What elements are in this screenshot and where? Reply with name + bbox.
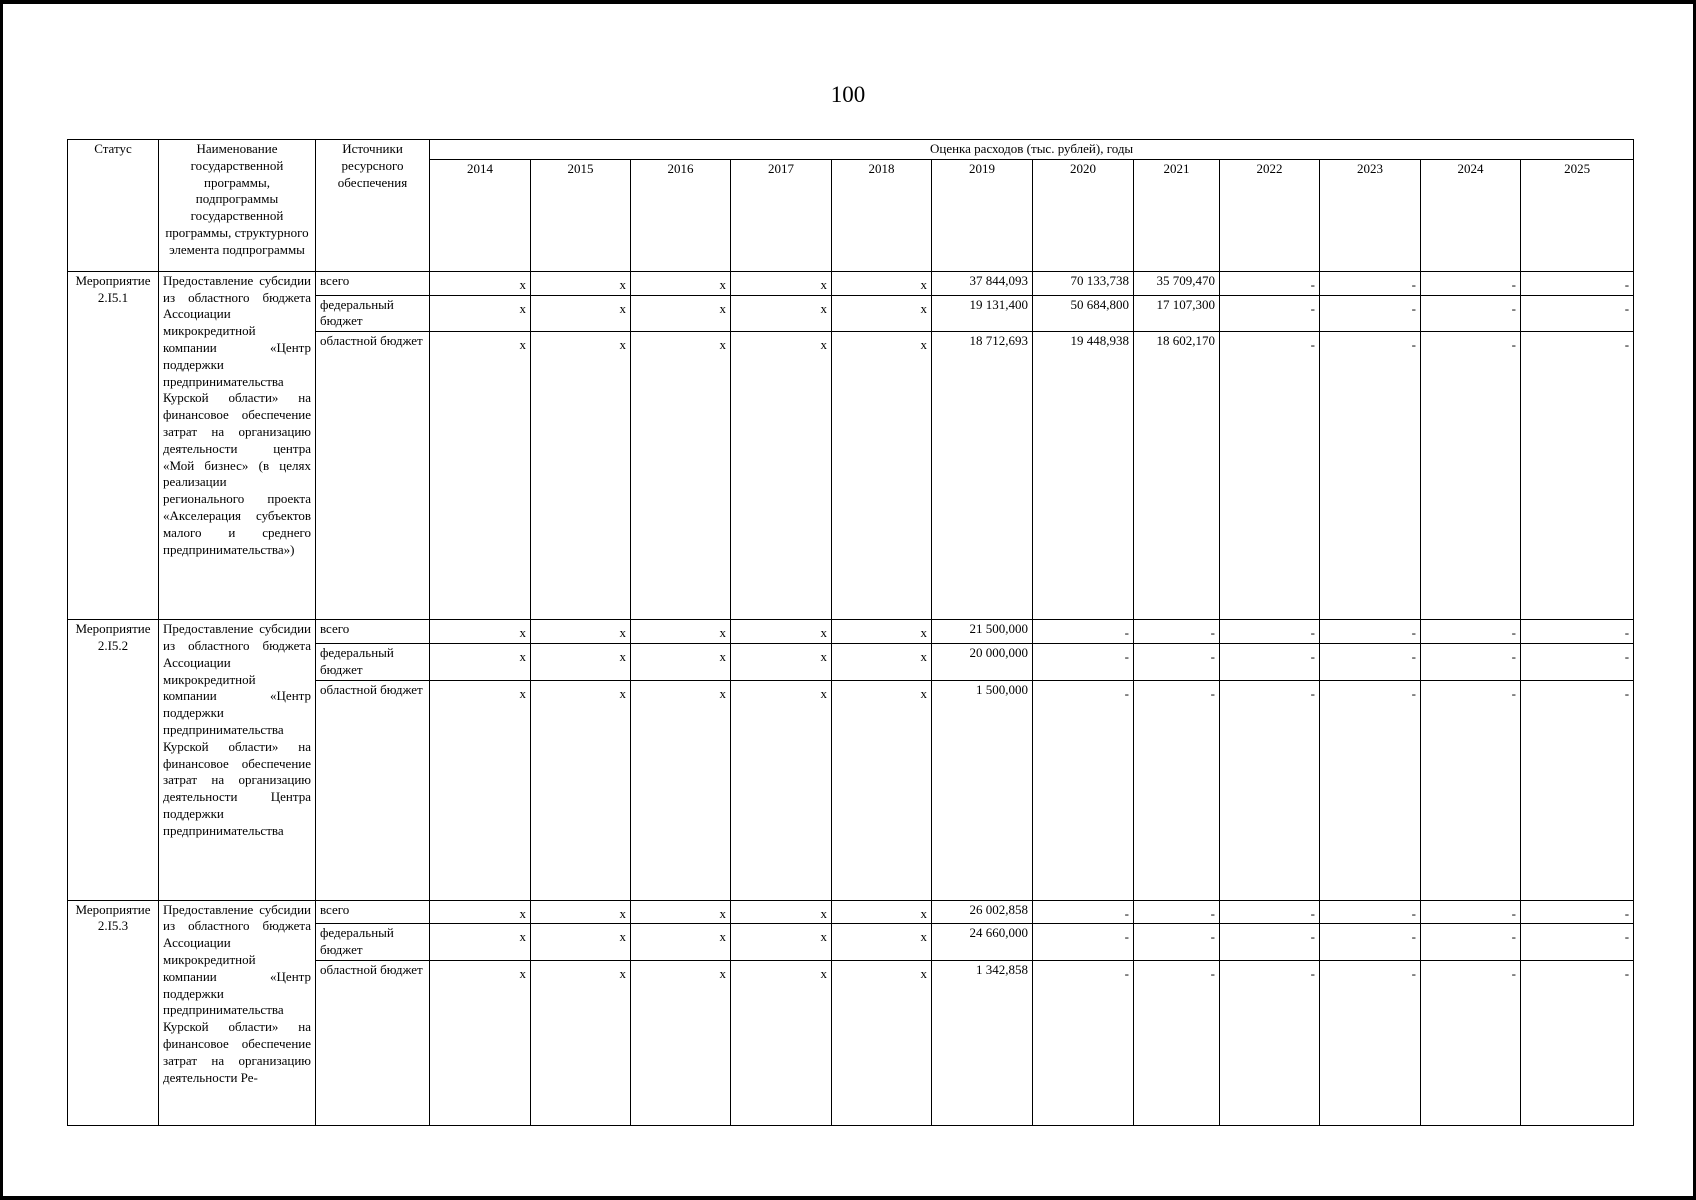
value-cell [430, 620, 531, 644]
value-cell [1320, 332, 1421, 620]
value-cell [1521, 271, 1634, 295]
value-cell [1521, 924, 1634, 961]
value-cell [1320, 924, 1421, 961]
value-cell [1421, 332, 1521, 620]
header-name: Наименование государственной программы, подпрограммы государственной программы, структурного элемента подпрограммы [159, 140, 316, 272]
header-year: 2018 [832, 159, 932, 271]
value-text: x [619, 300, 626, 316]
value-text: - [1624, 300, 1630, 316]
value-cell [631, 643, 731, 680]
value-text: x [820, 905, 827, 921]
value-cell [1033, 643, 1134, 680]
value-cell [1220, 924, 1320, 961]
scan-border-top [0, 0, 1696, 4]
value-cell [631, 924, 731, 961]
value-cell: 19 448,938 [1033, 332, 1134, 620]
funding-source: федеральный бюджет [316, 643, 430, 680]
value-text: - [1624, 685, 1630, 701]
value-cell [832, 680, 932, 900]
funding-source: федеральный бюджет [316, 924, 430, 961]
value-text: x [719, 300, 726, 316]
value-cell [631, 960, 731, 1125]
value-text: - [1124, 905, 1129, 921]
value-cell: 18 712,693 [932, 332, 1033, 620]
value-text: x [719, 625, 726, 641]
value-cell [1134, 960, 1220, 1125]
value-text: x [519, 300, 526, 316]
value-cell [731, 271, 832, 295]
value-text: - [1624, 276, 1630, 292]
event-name: Предоставление субсидии из областного бюджета Ассоциации микрокредитной компании «Центр поддержки предпринимательства Курской области» на финансовое обеспечение затрат на организацию деятельности Центра поддержки предпринимательства [159, 620, 316, 900]
value-cell [1033, 680, 1134, 900]
value-text: - [1210, 625, 1215, 641]
value-text: x [719, 905, 726, 921]
value-cell [1421, 620, 1521, 644]
value-text: - [1511, 300, 1516, 316]
value-cell [731, 680, 832, 900]
value-text: x [619, 625, 626, 641]
value-text: - [1511, 276, 1516, 292]
value-cell [1521, 643, 1634, 680]
value-cell [1134, 900, 1220, 924]
value-cell [531, 271, 631, 295]
value-text: x [719, 337, 726, 353]
value-cell [1134, 924, 1220, 961]
value-cell [1220, 332, 1320, 620]
event-status: Мероприятие 2.I5.2 [68, 620, 159, 900]
header-sources: Источники ресурсного обеспечения [316, 140, 430, 272]
value-cell [1220, 960, 1320, 1125]
table-body [68, 271, 1634, 1125]
value-cell [1220, 295, 1320, 332]
header-year: 2017 [731, 159, 832, 271]
value-text: x [920, 929, 927, 945]
value-text: - [1310, 929, 1315, 945]
value-cell [430, 332, 531, 620]
value-text: - [1624, 905, 1630, 921]
value-text: x [619, 905, 626, 921]
value-cell [832, 643, 932, 680]
value-cell: 1 500,000 [932, 680, 1033, 900]
value-text: x [619, 276, 626, 292]
value-cell [1521, 332, 1634, 620]
header-year: 2025 [1521, 159, 1634, 271]
value-text: x [820, 965, 827, 981]
value-text: x [619, 965, 626, 981]
value-text: - [1310, 276, 1315, 292]
value-text: x [519, 337, 526, 353]
value-text: x [820, 685, 827, 701]
value-cell: 37 844,093 [932, 271, 1033, 295]
value-text: x [920, 648, 927, 664]
value-cell [1320, 643, 1421, 680]
table-row [68, 620, 1634, 644]
value-text: - [1624, 929, 1630, 945]
value-cell: 50 684,800 [1033, 295, 1134, 332]
value-cell [1320, 295, 1421, 332]
value-text: - [1511, 337, 1516, 353]
value-cell: 70 133,738 [1033, 271, 1134, 295]
value-cell [631, 680, 731, 900]
scan-border-bottom [0, 1196, 1696, 1200]
funding-source: областной бюджет [316, 332, 430, 620]
value-text: x [619, 648, 626, 664]
value-cell: 26 002,858 [932, 900, 1033, 924]
value-cell [531, 643, 631, 680]
value-cell [631, 620, 731, 644]
value-text: - [1411, 905, 1416, 921]
value-text: - [1210, 648, 1215, 664]
value-cell [1220, 680, 1320, 900]
value-cell [1421, 271, 1521, 295]
value-text: - [1511, 648, 1516, 664]
value-cell [1521, 960, 1634, 1125]
value-cell [731, 960, 832, 1125]
value-text: - [1624, 625, 1630, 641]
value-cell [430, 900, 531, 924]
header-status: Статус [68, 140, 159, 272]
value-text: - [1310, 965, 1315, 981]
value-cell [1421, 924, 1521, 961]
value-cell [1220, 271, 1320, 295]
funding-source: всего [316, 900, 430, 924]
value-cell: 20 000,000 [932, 643, 1033, 680]
value-text: x [820, 625, 827, 641]
value-cell [531, 620, 631, 644]
value-text: - [1511, 965, 1516, 981]
value-text: - [1411, 965, 1416, 981]
event-name: Предоставление субсидии из областного бюджета Ассоциации микрокредитной компании «Центр поддержки предпринимательства Курской области» на финансовое обеспечение затрат на организацию деятельности Ре- [159, 900, 316, 1125]
value-text: x [519, 929, 526, 945]
value-cell [1421, 960, 1521, 1125]
budget-table [67, 139, 1634, 1126]
value-text: x [519, 276, 526, 292]
header-year: 2023 [1320, 159, 1421, 271]
value-text: - [1411, 625, 1416, 641]
value-text: - [1124, 685, 1129, 701]
value-cell [1033, 620, 1134, 644]
table-row [68, 900, 1634, 924]
value-cell [1033, 960, 1134, 1125]
value-text: x [519, 905, 526, 921]
value-cell [832, 924, 932, 961]
value-cell [531, 960, 631, 1125]
value-cell [832, 960, 932, 1125]
header-year: 2024 [1421, 159, 1521, 271]
value-text: - [1411, 648, 1416, 664]
value-text: - [1210, 905, 1215, 921]
header-year: 2020 [1033, 159, 1134, 271]
value-cell [1320, 680, 1421, 900]
value-cell: 17 107,300 [1134, 295, 1220, 332]
value-cell [731, 295, 832, 332]
value-cell [1033, 924, 1134, 961]
value-text: - [1310, 625, 1315, 641]
value-text: - [1511, 685, 1516, 701]
value-text: - [1124, 625, 1129, 641]
header-year: 2015 [531, 159, 631, 271]
value-text: x [920, 300, 927, 316]
value-text: x [719, 965, 726, 981]
value-cell [832, 620, 932, 644]
value-cell [1320, 900, 1421, 924]
value-cell: 18 602,170 [1134, 332, 1220, 620]
value-cell [631, 295, 731, 332]
value-cell [430, 295, 531, 332]
value-text: - [1210, 965, 1215, 981]
value-cell: 24 660,000 [932, 924, 1033, 961]
value-cell: 21 500,000 [932, 620, 1033, 644]
value-text: x [820, 276, 827, 292]
value-cell [731, 643, 832, 680]
value-text: x [920, 337, 927, 353]
funding-source: федеральный бюджет [316, 295, 430, 332]
funding-source: областной бюджет [316, 680, 430, 900]
value-text: x [920, 276, 927, 292]
value-cell [631, 332, 731, 620]
value-cell [1421, 680, 1521, 900]
value-cell [832, 900, 932, 924]
value-cell [1320, 960, 1421, 1125]
value-text: - [1124, 648, 1129, 664]
value-text: x [519, 685, 526, 701]
value-text: - [1624, 337, 1630, 353]
value-cell [531, 680, 631, 900]
header-year: 2022 [1220, 159, 1320, 271]
value-text: x [920, 625, 927, 641]
value-text: - [1411, 300, 1416, 316]
value-cell [430, 643, 531, 680]
value-text: x [719, 276, 726, 292]
value-cell [1421, 900, 1521, 924]
value-cell [1033, 900, 1134, 924]
value-text: x [619, 337, 626, 353]
value-cell [1134, 620, 1220, 644]
value-text: x [519, 965, 526, 981]
funding-source: областной бюджет [316, 960, 430, 1125]
value-text: x [820, 300, 827, 316]
value-cell [1521, 900, 1634, 924]
value-cell [731, 900, 832, 924]
value-text: x [920, 685, 927, 701]
value-text: - [1124, 929, 1129, 945]
value-text: x [519, 625, 526, 641]
value-text: - [1511, 905, 1516, 921]
value-text: - [1411, 276, 1416, 292]
value-text: x [820, 929, 827, 945]
event-status: Мероприятие 2.I5.1 [68, 271, 159, 619]
value-cell [832, 295, 932, 332]
value-text: - [1511, 929, 1516, 945]
value-cell: 19 131,400 [932, 295, 1033, 332]
value-text: - [1624, 648, 1630, 664]
value-text: x [719, 648, 726, 664]
value-text: - [1624, 965, 1630, 981]
value-cell [430, 680, 531, 900]
value-cell [430, 924, 531, 961]
table-row [68, 271, 1634, 295]
value-text: x [820, 337, 827, 353]
value-cell [631, 900, 731, 924]
value-text: x [719, 929, 726, 945]
value-text: - [1511, 625, 1516, 641]
header-year: 2014 [430, 159, 531, 271]
funding-source: всего [316, 271, 430, 295]
value-text: x [619, 929, 626, 945]
value-text: - [1210, 685, 1215, 701]
value-cell [1134, 680, 1220, 900]
value-text: x [920, 965, 927, 981]
value-text: x [920, 905, 927, 921]
value-cell [731, 332, 832, 620]
header-year: 2016 [631, 159, 731, 271]
header-estimate: Оценка расходов (тыс. рублей), годы [430, 140, 1634, 160]
header-year: 2021 [1134, 159, 1220, 271]
page-number: 100 [830, 82, 866, 107]
value-cell [430, 960, 531, 1125]
value-cell [832, 271, 932, 295]
value-text: - [1411, 685, 1416, 701]
value-cell [1421, 643, 1521, 680]
value-cell [1421, 295, 1521, 332]
value-cell [1521, 680, 1634, 900]
value-cell [1220, 900, 1320, 924]
value-cell [731, 620, 832, 644]
value-text: x [519, 648, 526, 664]
value-text: - [1124, 965, 1129, 981]
header-year: 2019 [932, 159, 1033, 271]
value-cell [531, 900, 631, 924]
value-cell [531, 295, 631, 332]
value-cell [731, 924, 832, 961]
value-text: - [1411, 929, 1416, 945]
value-text: - [1310, 300, 1315, 316]
value-cell [1320, 271, 1421, 295]
value-text: x [719, 685, 726, 701]
value-cell [1220, 620, 1320, 644]
value-cell [1220, 643, 1320, 680]
value-text: - [1310, 905, 1315, 921]
value-text: x [820, 648, 827, 664]
value-text: - [1310, 648, 1315, 664]
value-cell [631, 271, 731, 295]
scan-border-left [0, 0, 3, 1200]
value-cell: 35 709,470 [1134, 271, 1220, 295]
value-text: - [1210, 929, 1215, 945]
value-text: - [1310, 685, 1315, 701]
value-text: - [1411, 337, 1416, 353]
value-cell [1521, 620, 1634, 644]
funding-source: всего [316, 620, 430, 644]
value-text: - [1310, 337, 1315, 353]
value-cell [430, 271, 531, 295]
event-status: Мероприятие 2.I5.3 [68, 900, 159, 1125]
value-cell [531, 332, 631, 620]
value-cell [531, 924, 631, 961]
value-text: x [619, 685, 626, 701]
event-name: Предоставление субсидии из областного бюджета Ассоциации микрокредитной компании «Центр поддержки предпринимательства Курской области» на финансовое обеспечение затрат на организацию деятельности центра «Мой бизнес» (в целях реализации регионального проекта «Акселерация субъектов малого и среднего предпринимательства») [159, 271, 316, 619]
value-cell [832, 332, 932, 620]
value-cell: 1 342,858 [932, 960, 1033, 1125]
value-cell [1320, 620, 1421, 644]
value-cell [1521, 295, 1634, 332]
value-cell [1134, 643, 1220, 680]
